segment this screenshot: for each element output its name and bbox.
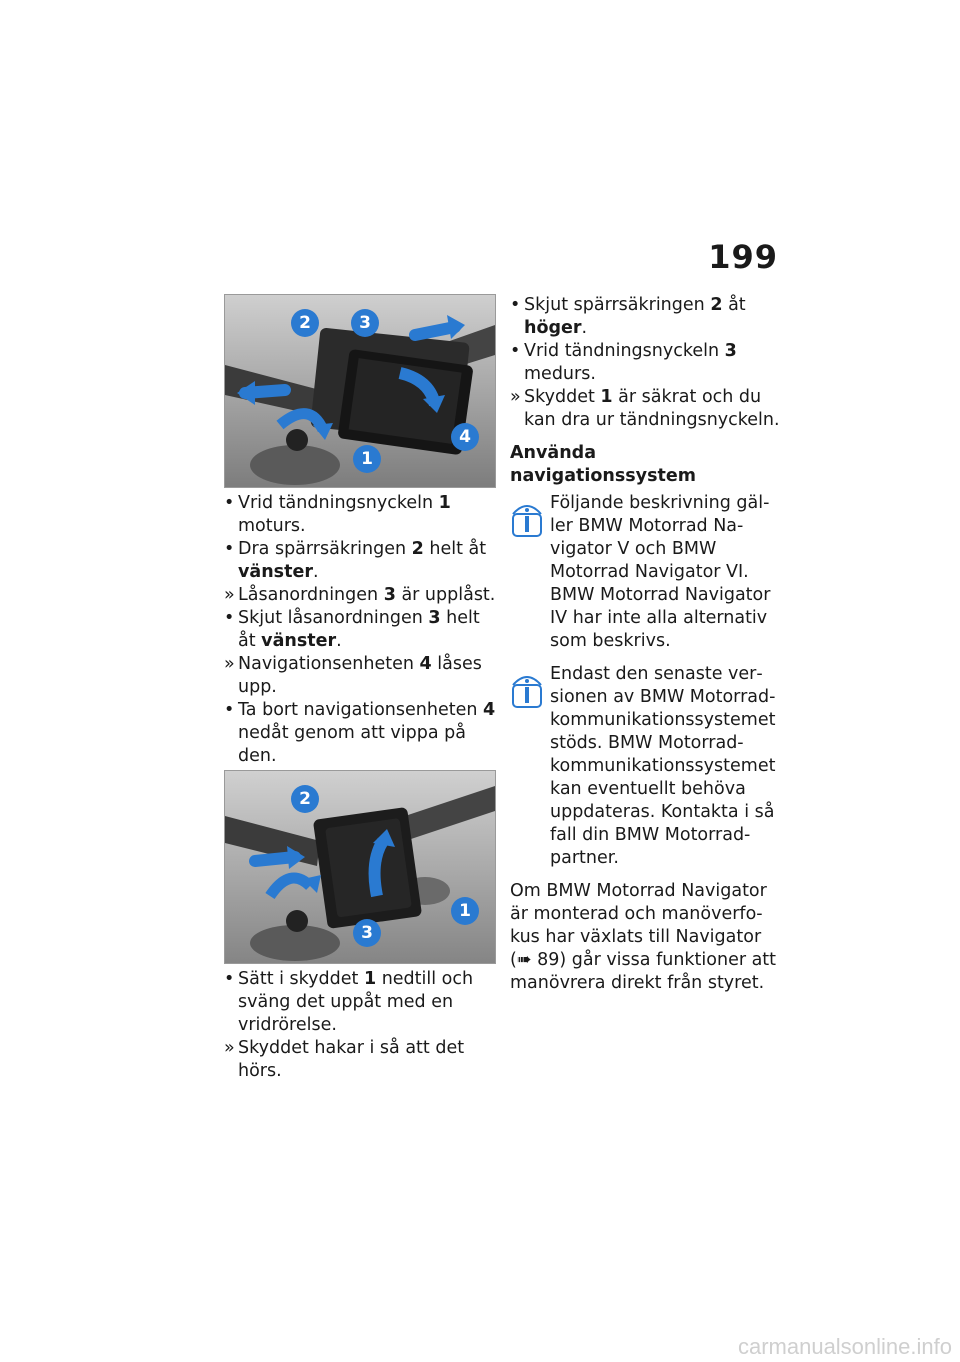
result-item: » Skyddet hakar i så att det hörs. [224, 1038, 465, 1081]
figure1-callout-3: 3 [351, 309, 379, 337]
step-item: • Dra spärrsäkringen 2 helt åt vänster. [224, 539, 487, 582]
page-number: 199 [708, 238, 778, 276]
figure1-callout-2: 2 [291, 309, 319, 337]
figure-attach-cover [224, 770, 496, 964]
figure2-callout-2: 2 [291, 785, 319, 813]
result-item: » Låsanordningen 3 är upplåst. [224, 585, 496, 605]
page-ref-arrow-icon: ➠ [516, 950, 532, 970]
figure2-callout-1: 1 [451, 897, 479, 925]
step-item: • Ta bort navigationsenheten 4 nedåt genom att vippa på den. [224, 700, 496, 766]
info-note-1: Följande beskrivning gäller BMW Motorrad Navigator V och BMW Motorrad Navigator VI. BMW Motorrad Navigator IV har inte alla alternativ som beskrivs. [510, 492, 780, 653]
step-item: • Vrid tändningsnyckeln 1 moturs. [224, 493, 451, 536]
step-item: • Vrid tändningsnyckeln 3 medurs. [510, 341, 737, 384]
figure2-callout-3: 3 [353, 919, 381, 947]
step-item: • Skjut låsanordningen 3 helt åt vänster. [224, 608, 480, 651]
left-steps-2 [224, 968, 496, 1083]
figure1-callout-4: 4 [451, 423, 479, 451]
info-icon [510, 500, 544, 540]
figure1-callout-1: 1 [353, 445, 381, 473]
info-note-2: Endast den senaste versionen av BMW Motorrad-kommunikationssystemet stöds. BMW Motorrad-kommunikationssystemet kan eventuellt behöva uppdateras. Kontakta i så fall din BMW Motorrad-partner. [510, 663, 780, 870]
result-item: » Navigationsenheten 4 låses upp. [224, 654, 482, 697]
page-ref-number[interactable]: 89 [531, 950, 560, 970]
left-steps-1 [224, 492, 496, 768]
step-item: • Skjut spärrsäkringen 2 åt höger. [510, 295, 746, 338]
watermark: carmanualsonline.info [737, 1334, 952, 1359]
figure-remove-navigator [224, 294, 496, 488]
info-icon [510, 671, 544, 711]
navigator-paragraph: Om BMW Motorrad Navigator är monterad och manöverfokus har växlats till Navigator (➠ 89) går vissa funktioner att manövrera direkt från styret. [510, 881, 777, 993]
step-item: • Sätt i skyddet 1 nedtill och sväng det uppåt med en vridrörelse. [224, 969, 474, 1035]
result-item: » Skyddet 1 är säkrat och du kan dra ur tändningsnyckeln. [510, 387, 780, 430]
section-heading: Använda navigationssystem [510, 443, 696, 486]
right-column [510, 294, 780, 995]
